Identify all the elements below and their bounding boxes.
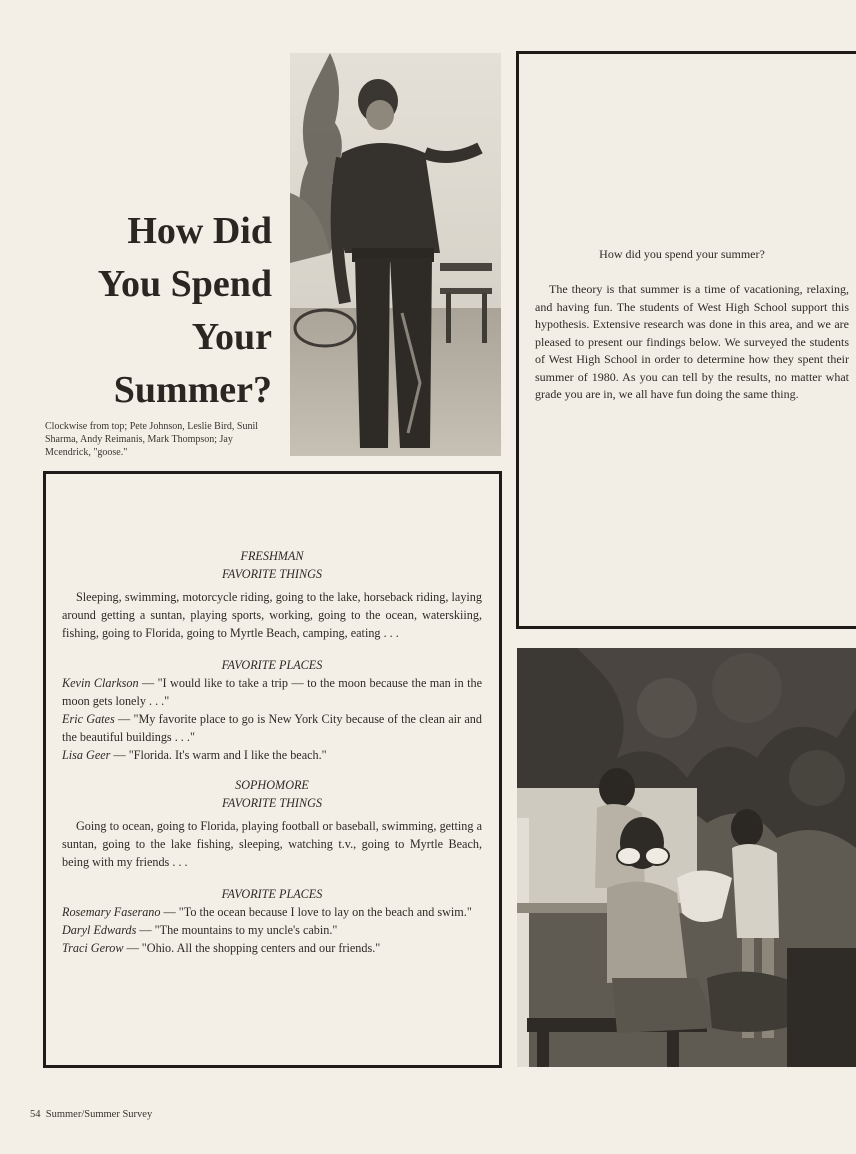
sophomore-things-text: Going to ocean, going to Florida, playing football or baseball, swimming, getting a suntan, going to the lake fishing, sleeping, watching t.v., going to Myrtle Beach, being with my friends . . . bbox=[62, 819, 482, 869]
section-name: Summer/Summer Survey bbox=[45, 1109, 153, 1120]
student-standing-photo bbox=[290, 53, 501, 456]
quote-name: Kevin Clarkson bbox=[62, 676, 139, 690]
page-footer bbox=[30, 1109, 152, 1120]
freshman-quote bbox=[62, 674, 482, 710]
title-line: Summer? bbox=[113, 369, 272, 411]
quote-text: — "The mountains to my uncle's cabin." bbox=[136, 923, 338, 937]
freshman-quote bbox=[62, 710, 482, 746]
quote-name: Traci Gerow bbox=[62, 941, 124, 955]
photo-caption: Clockwise from top; Pete Johnson, Leslie Bird, Sunil Sharma, Andy Reimanis, Mark Thompson; Jay Mcendrick, "goose." bbox=[45, 421, 259, 458]
sophomore-quote bbox=[62, 939, 482, 957]
freshman-things-heading: FAVORITE THINGS bbox=[221, 567, 323, 581]
page-number: 54 bbox=[30, 1109, 41, 1120]
sophomore-quote bbox=[62, 903, 482, 921]
quote-name: Daryl Edwards bbox=[62, 923, 137, 937]
theory-body: The theory is that summer is a time of vacationing, relaxing, and having fun. The students of West High School support this hypothesis. Extensive research was done in this area, and we are pleased to present our findings below. We surveyed the students of West High School in order to determine how they spent their summer of 1980. As you can tell by the results, no matter what grade you are in, we all have fun doing the same thing. bbox=[535, 282, 849, 401]
quote-text: — "My favorite place to go is New York City because of the clean air and the beautiful buildings . . ." bbox=[62, 712, 482, 744]
quote-text: — "To the ocean because I love to lay on the beach and swim." bbox=[160, 905, 472, 919]
page-title bbox=[60, 205, 272, 417]
sophomore-things-heading: FAVORITE THINGS bbox=[221, 796, 323, 810]
quote-name: Lisa Geer bbox=[62, 748, 111, 762]
title-line: You Spend bbox=[97, 263, 272, 305]
freshman-quote bbox=[62, 746, 482, 764]
quote-text: — "I would like to take a trip — to the moon because the man in the moon gets lonely . . ." bbox=[62, 676, 482, 708]
group-picnic-photo bbox=[517, 648, 856, 1067]
theory-heading: How did you spend your summer? bbox=[599, 247, 765, 261]
freshman-heading: FRESHMAN bbox=[240, 549, 304, 563]
sophomore-places-heading: FAVORITE PLACES bbox=[221, 887, 323, 901]
quote-text: — "Florida. It's warm and I like the beach." bbox=[110, 748, 327, 762]
sophomore-heading: SOPHOMORE bbox=[235, 778, 309, 792]
quote-name: Rosemary Faserano bbox=[62, 905, 161, 919]
survey-results bbox=[62, 547, 482, 957]
title-line: How Did bbox=[127, 210, 272, 252]
freshman-places-heading: FAVORITE PLACES bbox=[221, 658, 323, 672]
quote-text: — "Ohio. All the shopping centers and our friends." bbox=[123, 941, 381, 955]
freshman-things-text: Sleeping, swimming, motorcycle riding, going to the lake, horseback riding, laying around getting a suntan, playing sports, working, going to the ocean, waterskiing, fishing, going to Florida, going to Myrtle Beach, camping, eating . . . bbox=[62, 590, 482, 640]
quote-name: Eric Gates bbox=[62, 712, 115, 726]
sophomore-quote bbox=[62, 921, 482, 939]
title-line: Your bbox=[191, 316, 272, 358]
